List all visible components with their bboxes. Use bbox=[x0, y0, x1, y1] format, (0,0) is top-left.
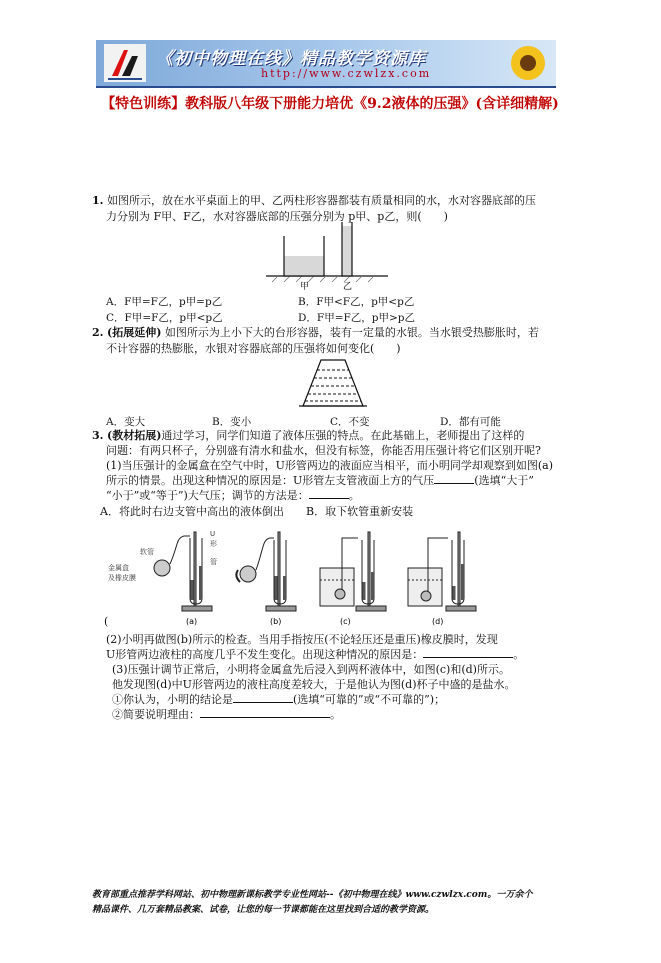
footer-line1: 教育部重点推荐学科网站、初中物理新课标教学专业性网站--《初中物理在线》www.czwlzx.com。一万余个 bbox=[92, 890, 533, 900]
q1-option-a[interactable]: A．F甲=F乙，p甲=p乙 bbox=[106, 296, 223, 308]
q2-option-a[interactable]: A．变大 bbox=[106, 416, 146, 428]
q3-blank-explanation[interactable] bbox=[200, 707, 330, 718]
footer bbox=[92, 888, 572, 918]
q1-line2: 力分别为 F甲、F乙，水对容器底部的压强分别为 p甲、p乙，则( ) bbox=[106, 210, 448, 223]
manometer-c bbox=[320, 532, 386, 611]
label-u2: 形 bbox=[210, 540, 217, 548]
label-rubber-membrane: 及橡皮膜 bbox=[108, 574, 136, 582]
label-metal-box: 金属盒 bbox=[108, 564, 129, 572]
label-hose: 软管 bbox=[140, 548, 154, 556]
q1-label-jia: 甲 bbox=[300, 282, 310, 290]
manometer-b bbox=[236, 532, 296, 611]
header-banner bbox=[96, 40, 556, 88]
document-title: 【特色训练】教科版八年级下册能力培优《9.2液体的压强》(含详细精解) bbox=[101, 96, 559, 112]
q2-option-c[interactable]: C．不变 bbox=[330, 416, 370, 428]
footer-line2: 精品课件、几万套精品教案、试卷，让您的每一节课都能在这里找到合适的教学资源。 bbox=[92, 905, 435, 915]
q3-p1-line1: (1)当压强计的金属盒在空气中时，U形管两边的液面应当相平，而小明同学却观察到如图(a) bbox=[106, 459, 553, 472]
q3-blank-conclusion[interactable] bbox=[233, 692, 293, 703]
q3-p1-line2: 所示的情景。出现这种情况的原因是：U形管左支管液面上方的气压 (选填“大于” bbox=[106, 474, 534, 487]
q3-p1-option-b[interactable]: B．取下软管重新安装 bbox=[306, 505, 414, 518]
q3-blank-method[interactable] bbox=[309, 488, 349, 499]
q2-figure bbox=[297, 356, 369, 412]
q3-p3-q1: ①你认为，小明的结论是 (选填“可靠的”或“不可靠的”)； bbox=[112, 693, 446, 706]
q1-line1: 1. 如图所示，放在水平桌面上的甲、乙两柱形容器都装有质量相同的水，水对容器底部的压 bbox=[92, 194, 536, 207]
q3-intro1: 3. (教材拓展)通过学习，同学们知道了液体压强的特点。在此基础上，老师提出了这样的 bbox=[92, 429, 525, 442]
q1-option-c[interactable]: C．F甲=F乙，p甲<p乙 bbox=[106, 312, 223, 324]
q1-figure bbox=[262, 222, 392, 290]
q3-p1-option-a[interactable]: A．将此时右边支管中高出的液体倒出 bbox=[100, 505, 284, 518]
fig-label-a: (a) bbox=[186, 617, 198, 626]
site-logo-icon bbox=[104, 44, 146, 82]
q3-open-paren: ( bbox=[104, 615, 109, 628]
q2-line2: 不计容器的热膨胀，水银对容器底部的压强将如何变化( ) bbox=[106, 342, 401, 355]
manometer-a bbox=[154, 532, 212, 611]
banner-url[interactable]: http://www.czwlzx.com bbox=[261, 67, 432, 80]
q2-line1: 2. (拓展延伸) 如图所示为上小下大的台形容器，装有一定量的水银。当水银受热膨胀时，若 bbox=[92, 326, 539, 339]
manometer-d bbox=[408, 532, 476, 611]
q3-p1-line3: “小于”或“等于”)大气压；调节的方法是： 。 bbox=[106, 489, 360, 502]
fig-label-d: (d) bbox=[432, 617, 444, 626]
q3-p2-line2: U形管两边液柱的高度几乎不发生变化。出现这种情况的原因是： 。 bbox=[106, 648, 525, 661]
q2-option-d[interactable]: D．都有可能 bbox=[440, 416, 501, 428]
label-u1: U bbox=[210, 530, 216, 538]
q2-option-b[interactable]: B．变小 bbox=[212, 416, 252, 428]
q3-p3-q2: ②简要说明理由： 。 bbox=[112, 708, 341, 721]
label-u3: 管 bbox=[210, 558, 217, 566]
fig-label-c: (c) bbox=[340, 617, 351, 626]
banner-title: 《初中物理在线》精品教学资源库 bbox=[156, 49, 426, 69]
q3-intro2: 问题：有两只杯子，分别盛有清水和盐水，但没有标签，你能否用压强计将它们区别开呢? bbox=[106, 444, 541, 457]
sunflower-icon bbox=[508, 43, 548, 83]
q3-p2-line1: (2)小明再做图(b)所示的检查。当用手指按压(不论轻压还是重压)橡皮膜时，发现 bbox=[106, 633, 498, 646]
q3-p3-line2: 他发现图(d)中U形管两边的液柱高度差较大，于是他认为图(d)杯子中盛的是盐水。 bbox=[112, 678, 516, 691]
q1-option-b[interactable]: B．F甲<F乙，p甲<p乙 bbox=[298, 296, 415, 308]
q3-figure bbox=[108, 524, 488, 628]
q3-blank-reason[interactable] bbox=[423, 647, 513, 658]
q1-label-yi: 乙 bbox=[343, 282, 353, 290]
q3-p3-line1: (3)压强计调节正常后，小明将金属盒先后浸入到两杯液体中，如图(c)和(d)所示。 bbox=[112, 663, 510, 676]
fig-label-b: (b) bbox=[270, 617, 282, 626]
q1-option-d[interactable]: D．F甲=F乙，p甲>p乙 bbox=[298, 312, 416, 324]
q3-blank-pressure[interactable] bbox=[434, 473, 474, 484]
